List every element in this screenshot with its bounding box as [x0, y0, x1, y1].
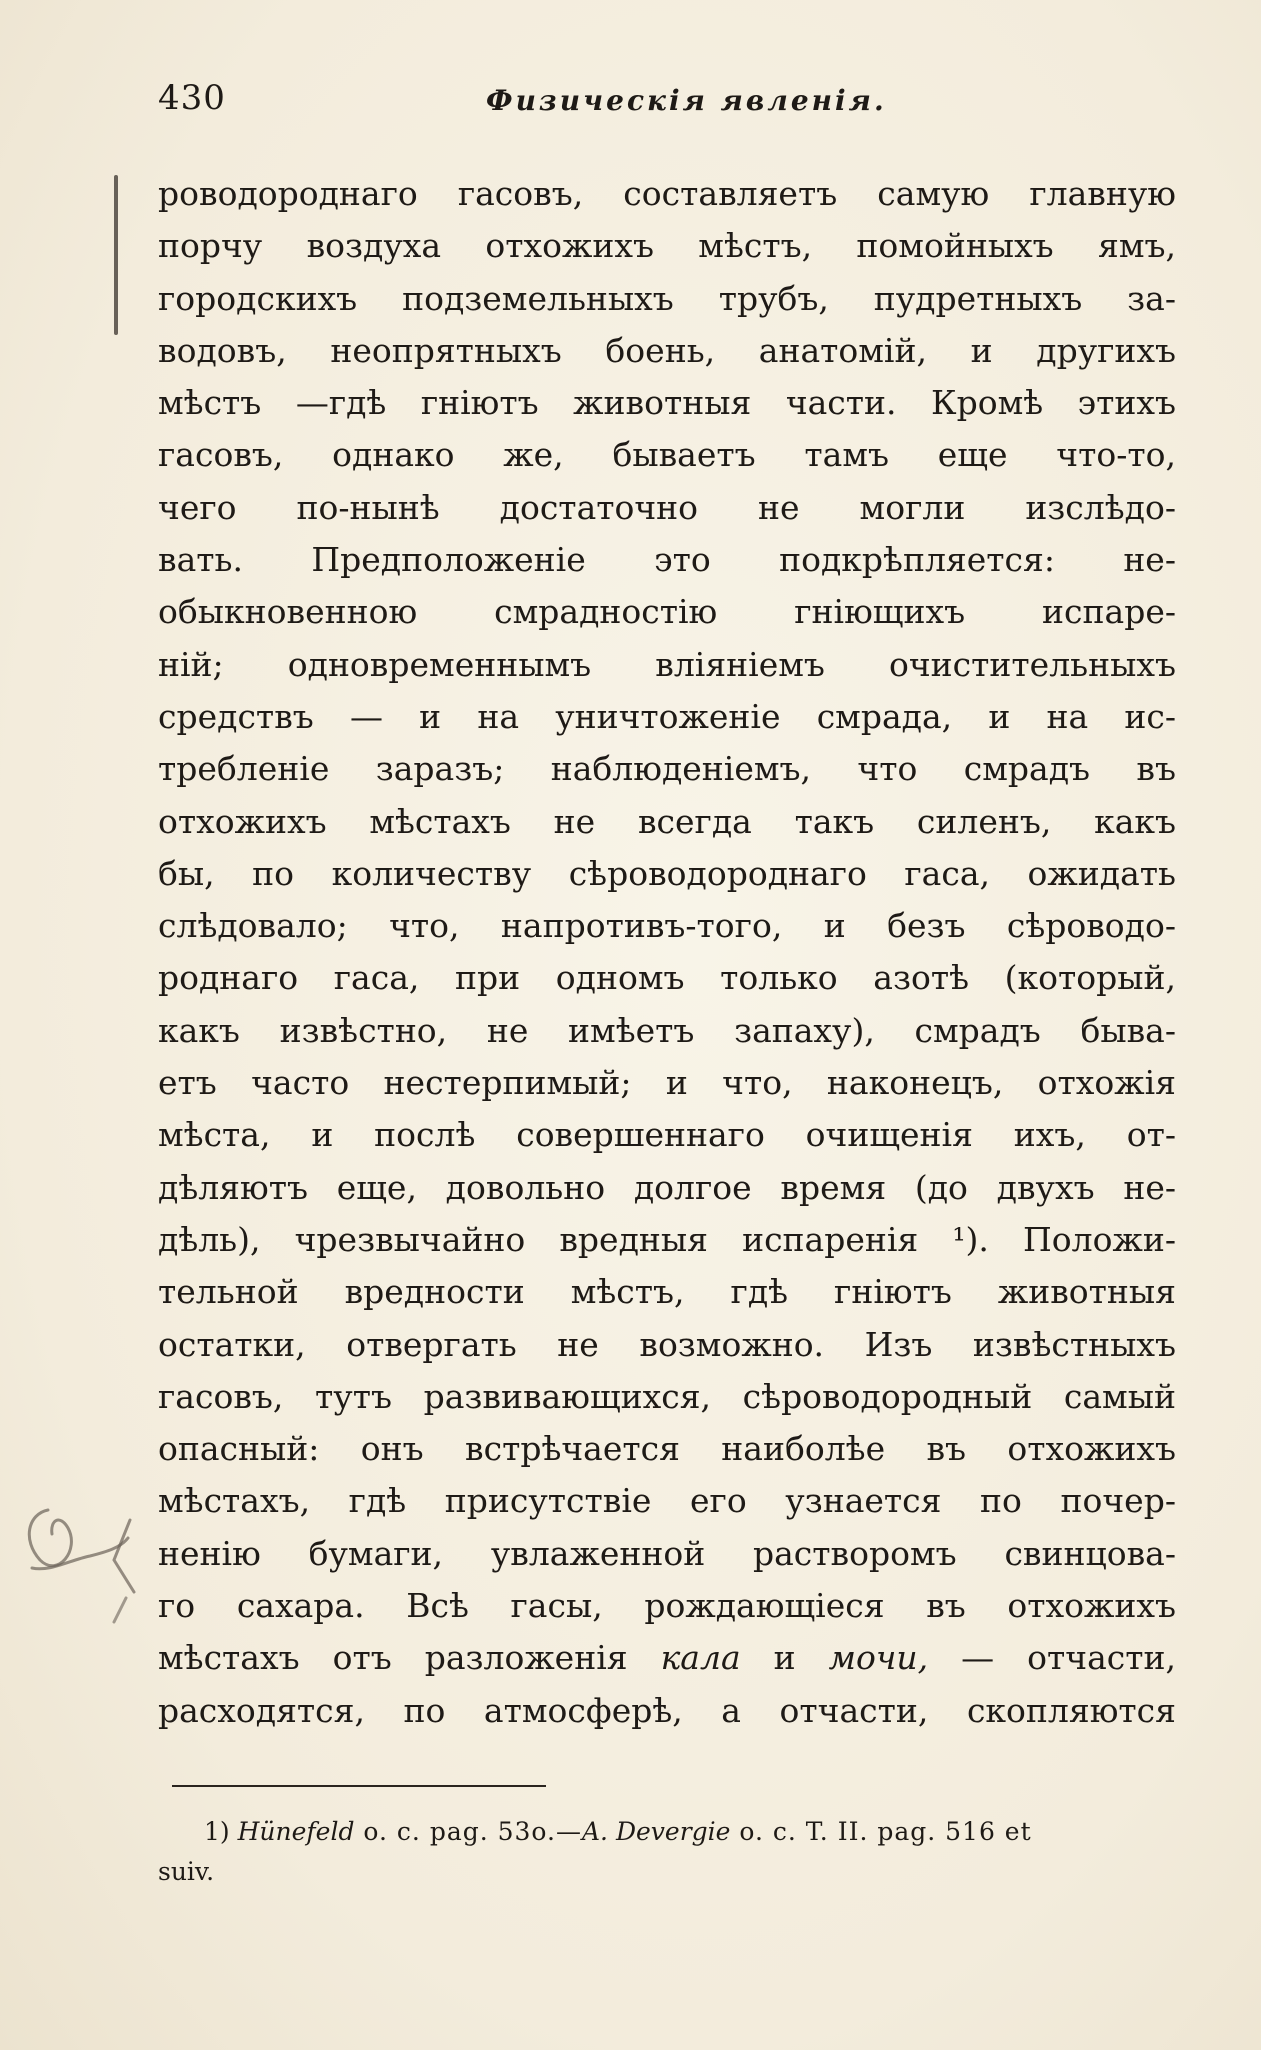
text-line: мѣста, и послѣ совершеннаго очищенія ихъ, от-: [158, 1115, 1176, 1155]
text-line: ній; одновременнымъ вліяніемъ очистительныхъ: [158, 644, 1176, 684]
footnote-author: A. Devergie: [582, 1817, 731, 1846]
footnote-author: Hünefeld: [237, 1817, 355, 1846]
text-line: средствъ — и на уничтоженіе смрада, и на ис-: [158, 696, 1176, 736]
text-line: ненію бумаги, увлаженной растворомъ свинцова-: [158, 1533, 1176, 1573]
footnote: [158, 1812, 1176, 1892]
text-line: роднаго гаса, при одномъ только азотѣ (который,: [158, 958, 1176, 998]
body-text: [158, 168, 1176, 1737]
text-line: какъ извѣстно, не имѣетъ запаху), смрадъ быва-: [158, 1010, 1176, 1050]
text-line: расходятся, по атмосферѣ, а отчасти, скопляются: [158, 1690, 1176, 1730]
italic-word: мочи,: [828, 1638, 929, 1678]
text-line: мѣстахъ, гдѣ присутствіе его узнается по почер-: [158, 1481, 1176, 1521]
page-number: 430: [158, 78, 226, 118]
text-line: дѣляютъ еще, довольно долгое время (до двухъ не-: [158, 1167, 1176, 1207]
footnote-divider: [172, 1785, 546, 1787]
italic-word: кала: [660, 1638, 741, 1678]
footnote-reference: o. c. pag. 53o.—: [354, 1817, 582, 1846]
text-line: порчу воздуха отхожихъ мѣстъ, помойныхъ ямъ,: [158, 226, 1176, 266]
text-line: опасный: онъ встрѣчается наиболѣе въ отхожихъ: [158, 1429, 1176, 1469]
footnote-marker: 1): [204, 1817, 238, 1846]
text-line: мѣстъ —гдѣ гніютъ животныя части. Кромѣ этихъ: [158, 383, 1176, 423]
footnote-line: [158, 1812, 1176, 1852]
page-header: [158, 78, 1118, 118]
text-line: остатки, отвергать не возможно. Изъ извѣстныхъ: [158, 1324, 1176, 1364]
text-line: го сахара. Всѣ гасы, рождающіеся въ отхожихъ: [158, 1586, 1176, 1626]
margin-line-mark: [114, 175, 118, 335]
running-title: Физическія явленія.: [486, 84, 887, 117]
footnote-reference: o. c. T. II. pag. 516 et: [730, 1817, 1032, 1846]
text-line: отхожихъ мѣстахъ не всегда такъ силенъ, какъ: [158, 801, 1176, 841]
text-line: водовъ, неопрятныхъ боень, анатомій, и другихъ: [158, 330, 1176, 370]
text-line: требленіе заразъ; наблюденіемъ, что смрадъ въ: [158, 749, 1176, 789]
text-fragment: — отчасти,: [928, 1638, 1176, 1678]
text-line: роводороднаго гасовъ, составляетъ самую главную: [158, 174, 1176, 213]
text-line: вать. Предположеніе это подкрѣпляется: не-: [158, 540, 1176, 580]
text-line: дѣль), чрезвычайно вредныя испаренія ¹). Положи-: [158, 1219, 1176, 1259]
text-line: слѣдовало; что, напротивъ-того, и безъ сѣроводо-: [158, 906, 1176, 946]
text-line: етъ часто нестерпимый; и что, наконецъ, отхожія: [158, 1063, 1176, 1103]
footnote-line: suiv.: [158, 1857, 215, 1886]
text-line: тельной вредности мѣстъ, гдѣ гніютъ животныя: [158, 1272, 1176, 1312]
text-line: городскихъ подземельныхъ трубъ, пудретныхъ за-: [158, 278, 1176, 318]
text-line: [158, 1632, 1176, 1684]
text-fragment: и: [740, 1638, 829, 1678]
text-line: гасовъ, однако же, бываетъ тамъ еще что-то,: [158, 435, 1176, 475]
handwritten-margin-bracket-icon: [10, 1490, 150, 1640]
text-line: бы, по количеству сѣроводороднаго гаса, ожидать: [158, 853, 1176, 893]
text-line: обыкновенною смрадностію гніющихъ испаре-: [158, 592, 1176, 632]
text-fragment: мѣстахъ отъ разложенія: [158, 1638, 661, 1678]
text-line: чего по-нынѣ достаточно не могли изслѣдо-: [158, 487, 1176, 527]
text-line: гасовъ, тутъ развивающихся, сѣроводородный самый: [158, 1376, 1176, 1416]
